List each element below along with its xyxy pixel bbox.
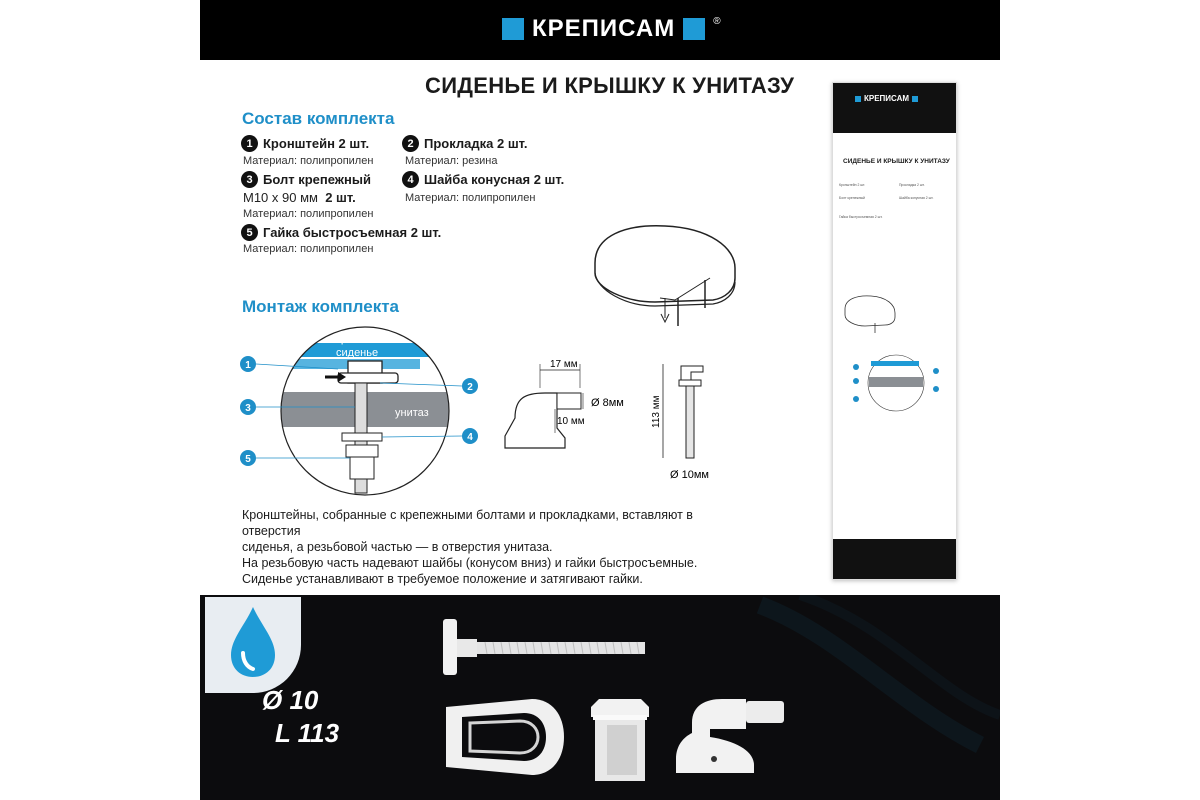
bracket-dimensions [495,358,645,468]
registered-mark: ® [713,16,721,27]
dim-10: 10 мм [557,416,585,427]
logo-square-icon [683,18,705,40]
package-footer [833,539,956,579]
item-name: Прокладка 2 шт. [424,136,528,151]
item-name: Гайка быстросъемная 2 шт. [263,225,442,240]
logo-square-icon [912,96,918,102]
callout-4: 4 [467,432,473,443]
page-title: СИДЕНЬЕ И КРЫШКУ К УНИТАЗУ [425,73,795,98]
kit-item-4 [402,171,564,188]
bracket-photo [670,693,790,783]
package-seat-thumbnail [841,293,901,333]
logo-square-icon [855,96,861,102]
dim-8: Ø 8мм [591,397,624,409]
callout-3: 3 [245,403,251,414]
item-name: Шайба конусная 2 шт. [424,172,565,187]
item-name: Болт крепежный [263,172,371,187]
item-number: 2 [402,135,419,152]
description-line: сиденья, а резьбовой частью — в отверстия унитаза. [242,540,553,554]
mount-heading: Монтаж комплекта [242,297,399,316]
bolt-dimensions [645,358,735,488]
package-item: Болт крепежный [839,196,865,200]
item-material: Материал: полипропилен [243,155,374,167]
callout-5: 5 [245,454,251,465]
installation-description [242,507,712,587]
bolt-qty: 2 шт. [325,190,356,205]
toilet-seat-illustration [585,218,745,328]
water-resistance-badge [205,597,301,693]
water-drop-icon [205,597,301,693]
brand-name: КРЕПИСАМ [532,15,676,42]
package-title: СИДЕНЬЕ И КРЫШКУ К УНИТАЗУ [843,158,950,165]
item-material: Материал: полипропилен [243,243,374,255]
item-material: Материал: полипропилен [405,192,536,204]
parts-photo-band [200,595,1000,800]
package-header [833,83,956,133]
seat-label: сиденье [336,347,379,359]
description-line: Кронштейны, собранные с крепежными болтами и прокладками, вставляют в отверстия [242,508,693,538]
spec-length: L 113 [275,718,340,748]
kit-item-2 [402,135,528,152]
item-material: Материал: резина [405,155,498,167]
item-material: Материал: полипропилен [243,208,374,220]
kit-item-5 [241,224,441,241]
description-line: На резьбовую часть надевают шайбы (конусом вниз) и гайки быстросъемные. [242,556,698,570]
dim-113: 113 мм [651,395,662,428]
callout-1: 1 [245,360,251,371]
lid-label: крышка [336,333,375,345]
logo-square-icon [502,18,524,40]
package-brand-name: КРЕПИСАМ [864,94,910,103]
package-mount-thumbnail [851,351,941,415]
kit-item-3 [241,171,371,188]
package-brand [855,94,918,103]
item-size [243,190,356,205]
brand-logo [502,14,721,44]
kit-heading: Состав комплекта [242,109,395,128]
package-item: Гайка быстросъемная 2 шт. [839,215,883,219]
item-name: Кронштейн 2 шт. [263,136,370,151]
description-line: Сиденье устанавливают в требуемое положение и затягивают гайки. [242,572,643,586]
package-item: Шайба конусная 2 шт. [899,196,934,200]
package-item: Кронштейн 2 шт. [839,183,866,187]
item-number: 3 [241,171,258,188]
bolt-photo [435,613,655,693]
package-item: Прокладка 2 шт. [899,183,925,187]
gasket-photo [440,693,570,783]
item-number: 4 [402,171,419,188]
kit-item-1 [241,135,369,152]
dim-diameter-10: Ø 10мм [670,469,709,481]
item-number: 5 [241,224,258,241]
callout-2: 2 [467,382,473,393]
nut-photo [585,695,655,785]
bolt-size: М10 х 90 мм [243,190,318,205]
mounting-diagram [230,325,490,500]
toilet-label: унитаз [395,407,429,419]
spec-diameter: Ø 10 [262,685,319,715]
dim-17: 17 мм [550,359,578,370]
item-number: 1 [241,135,258,152]
package-preview [832,82,957,580]
